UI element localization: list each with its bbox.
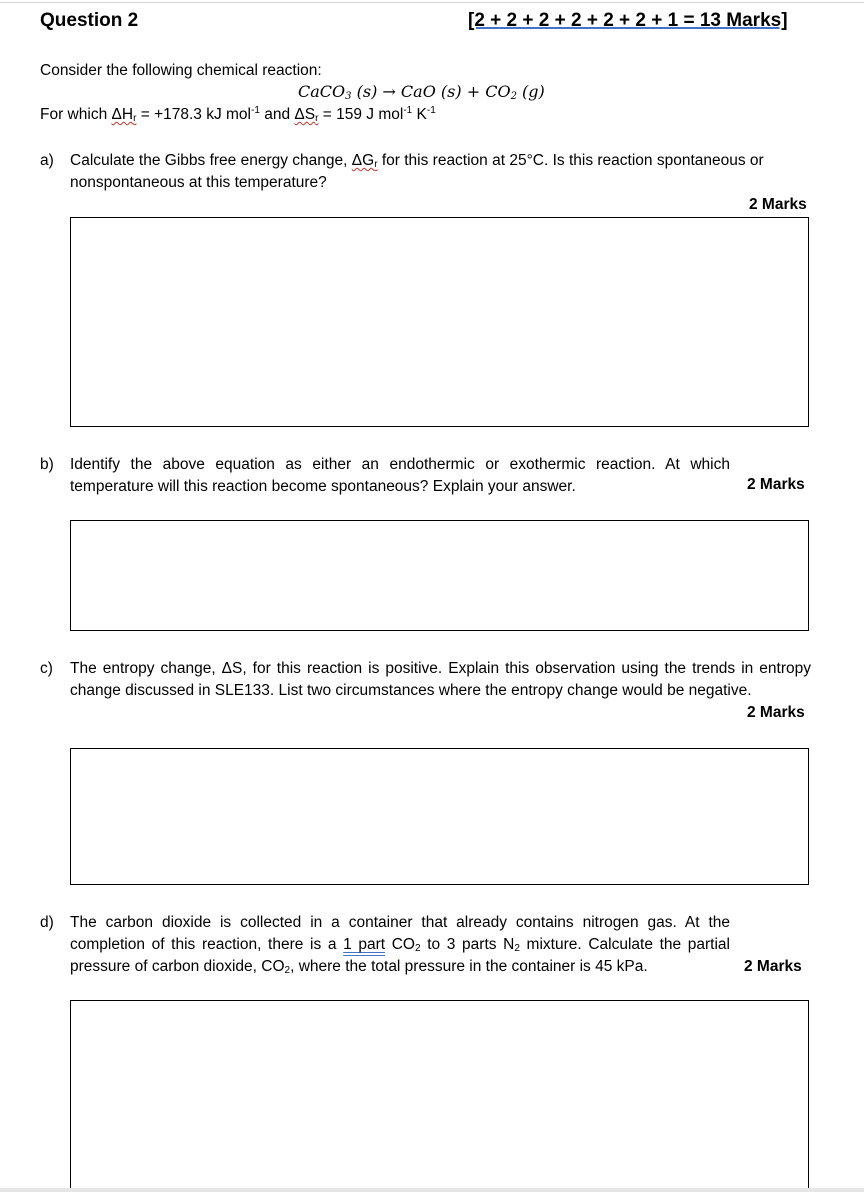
qd-sub1: 2	[415, 943, 421, 954]
answer-box-a[interactable]	[70, 217, 809, 427]
question-a-label: a)	[40, 152, 54, 169]
question-a-marks: 2 Marks	[749, 196, 807, 213]
question-a-text	[70, 150, 811, 194]
question-d-text	[70, 912, 730, 978]
qd-text2: CO	[385, 936, 415, 953]
question-c-text: The entropy change, ΔS, for this reaction is positive. Explain this observation using the trends in entropy change discussed in SLE133. List two circumstances where the entropy change would be negative.	[70, 660, 811, 699]
qa-text-before: Calculate the Gibbs free energy change,	[70, 152, 352, 169]
qd-underlined: 1 part	[343, 936, 386, 953]
delta-g-symbol	[352, 152, 378, 169]
answer-box-d[interactable]	[70, 1000, 809, 1190]
eq-reactant: CaCO	[298, 82, 346, 101]
qd-text3: to 3 parts N	[420, 936, 515, 953]
qd-text4: mixture. Calculate the partial pressure of carbon dioxide, CO	[70, 936, 730, 975]
eq-product1: CaO	[400, 82, 436, 101]
delta-h-symbol	[112, 106, 137, 123]
delta-h-value: = +178.3 kJ mol	[136, 106, 251, 123]
question-b-marks: 2 Marks	[747, 476, 805, 493]
intro-text: Consider the following chemical reaction:	[40, 62, 322, 79]
eq-product2: CO	[485, 82, 511, 101]
delta-g-text: ΔG	[351, 152, 375, 169]
delta-s-symbol	[294, 106, 318, 123]
question-d-label: d)	[40, 914, 54, 931]
question-c-label: c)	[40, 660, 53, 677]
eq-arrow: →	[382, 82, 396, 101]
qa-text-after: for this reaction at 25°C. Is this reaction spontaneous or nonspontaneous at this temperature?	[70, 152, 764, 191]
delta-s-value: = 159 J mol	[318, 106, 404, 123]
eq-reactant-sub: 3	[345, 91, 352, 102]
total-marks	[468, 10, 788, 32]
question-title: Question 2	[40, 10, 139, 31]
bottom-divider	[0, 1188, 864, 1192]
question-b-text: Identify the above equation as either an endothermic or exothermic reaction. At which temperature will this reaction become spontaneous? Explain your answer.	[70, 456, 730, 495]
eq-product1-state: (s)	[440, 82, 462, 101]
eq-reactant-state: (s)	[356, 82, 378, 101]
eq-product2-state: (g)	[522, 82, 545, 101]
delta-h-exp: -1	[251, 105, 260, 116]
question-b-label: b)	[40, 456, 54, 473]
delta-h-text: ΔH	[111, 106, 134, 123]
qd-sub3: 2	[284, 965, 291, 976]
qd-sub2: 2	[514, 943, 520, 954]
delta-s-exp2: -1	[426, 105, 436, 116]
and-text: and	[259, 106, 295, 123]
question-d-marks: 2 Marks	[744, 958, 802, 975]
answer-box-b[interactable]	[70, 520, 809, 631]
qd-text5: , where the total pressure in the container is 45 kPa.	[290, 958, 648, 975]
delta-h-sub: r	[133, 113, 137, 124]
eq-product2-sub: 2	[510, 91, 517, 102]
delta-s-unit2: K	[412, 106, 427, 123]
question-c-marks: 2 Marks	[747, 704, 805, 721]
given-values	[40, 104, 436, 126]
chemical-equation	[298, 82, 545, 101]
answer-box-c[interactable]	[70, 748, 809, 885]
delta-s-sub: r	[315, 113, 319, 124]
top-divider	[0, 2, 864, 3]
delta-s-exp1: -1	[403, 105, 413, 116]
eq-plus: +	[466, 82, 481, 101]
total-marks-text: [2 + 2 + 2 + 2 + 2 + 2 + 1 = 13 Marks]	[468, 10, 788, 31]
qd-text1: The carbon dioxide is collected in a container that already contains nitrogen gas. At the completion of this reaction, there is a	[70, 914, 730, 953]
given-prefix: For which	[40, 106, 112, 123]
delta-g-sub: r	[374, 159, 378, 170]
delta-s-text: ΔS	[294, 106, 316, 123]
